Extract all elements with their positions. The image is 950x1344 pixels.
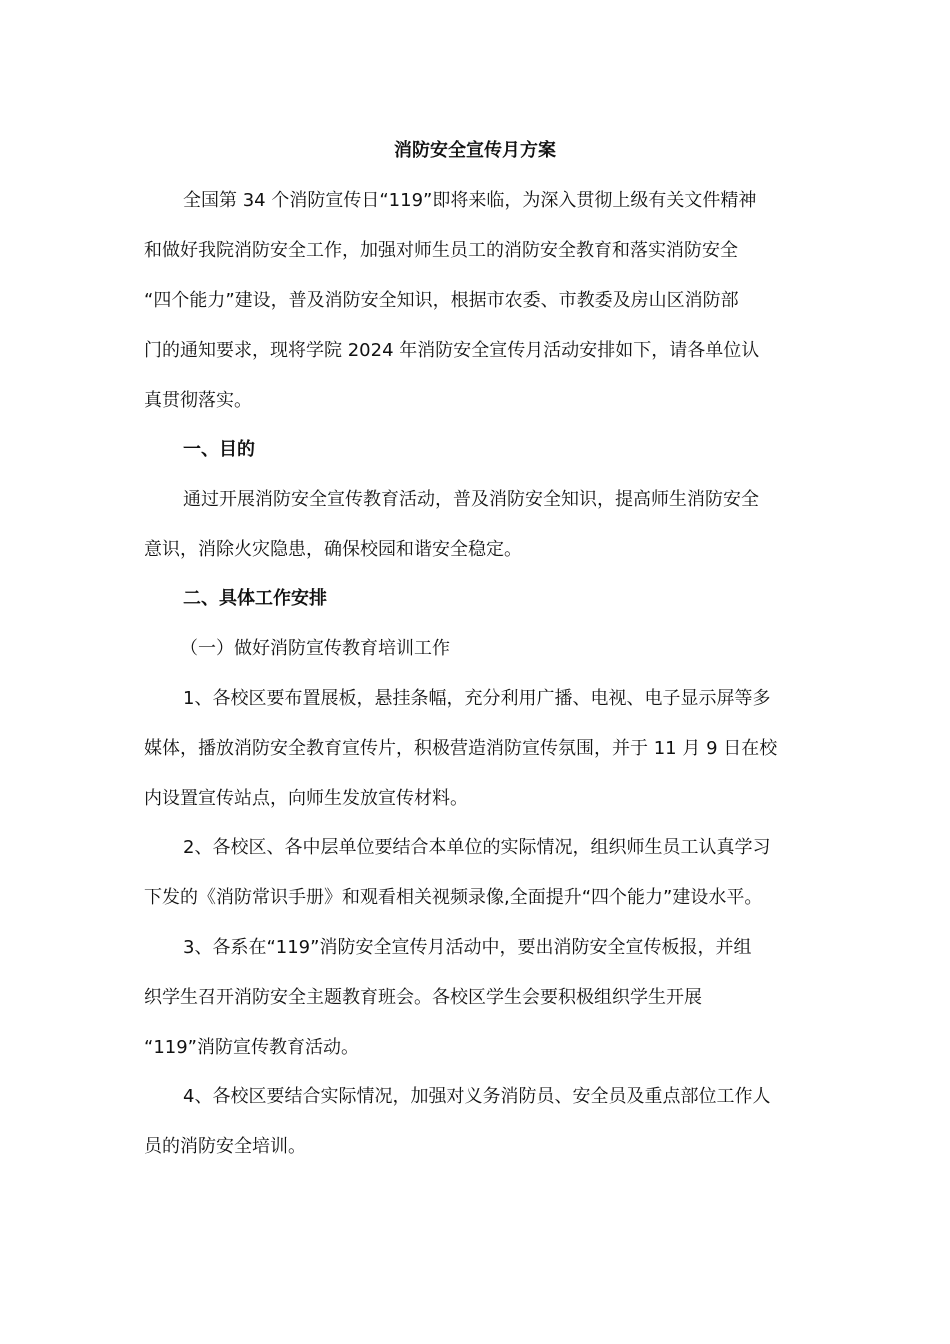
intro-line: 和做好我院消防安全工作，加强对师生员工的消防安全教育和落实消防安全	[144, 240, 738, 261]
item3-line: 织学生召开消防安全主题教育班会。各校区学生会要积极组织学生开展	[144, 987, 702, 1008]
item4-line: 4、各校区要结合实际情况，加强对义务消防员、安全员及重点部位工作人	[183, 1086, 771, 1107]
intro-line: 全国第 34 个消防宣传日“119”即将来临，为深入贯彻上级有关文件精神	[183, 190, 757, 211]
item4-line: 员的消防安全培训。	[144, 1136, 306, 1157]
intro-line: 真贯彻落实。	[144, 390, 252, 411]
item1-line: 媒体，播放消防安全教育宣传片，积极营造消防宣传氛围，并于 11 月 9 日在校	[144, 738, 778, 759]
intro-line: 门的通知要求，现将学院 2024 年消防安全宣传月活动安排如下，请各单位认	[144, 340, 760, 361]
item1-line: 内设置宣传站点，向师生发放宣传材料。	[144, 788, 468, 809]
subsection-heading: （一）做好消防宣传教育培训工作	[180, 638, 450, 659]
item3-line: 3、各系在“119”消防安全宣传月活动中，要出消防安全宣传板报，并组	[183, 937, 752, 958]
intro-line: “四个能力”建设，普及消防安全知识，根据市农委、市教委及房山区消防部	[144, 290, 739, 311]
item2-line: 2、各校区、各中层单位要结合本单位的实际情况，组织师生员工认真学习	[183, 837, 771, 858]
purpose-line: 意识，消除火灾隐患，确保校园和谐安全稳定。	[144, 539, 522, 560]
item1-line: 1、各校区要布置展板，悬挂条幅，充分利用广播、电视、电子显示屏等多	[183, 688, 771, 709]
item2-line: 下发的《消防常识手册》和观看相关视频录像,全面提升“四个能力”建设水平。	[144, 887, 763, 908]
section-heading-purpose: 一、目的	[183, 439, 255, 460]
item3-line: “119”消防宣传教育活动。	[144, 1037, 360, 1058]
purpose-line: 通过开展消防安全宣传教育活动，普及消防安全知识，提高师生消防安全	[183, 489, 759, 510]
section-heading-arrangements: 二、具体工作安排	[183, 588, 327, 609]
page-title: 消防安全宣传月方案	[394, 140, 556, 161]
